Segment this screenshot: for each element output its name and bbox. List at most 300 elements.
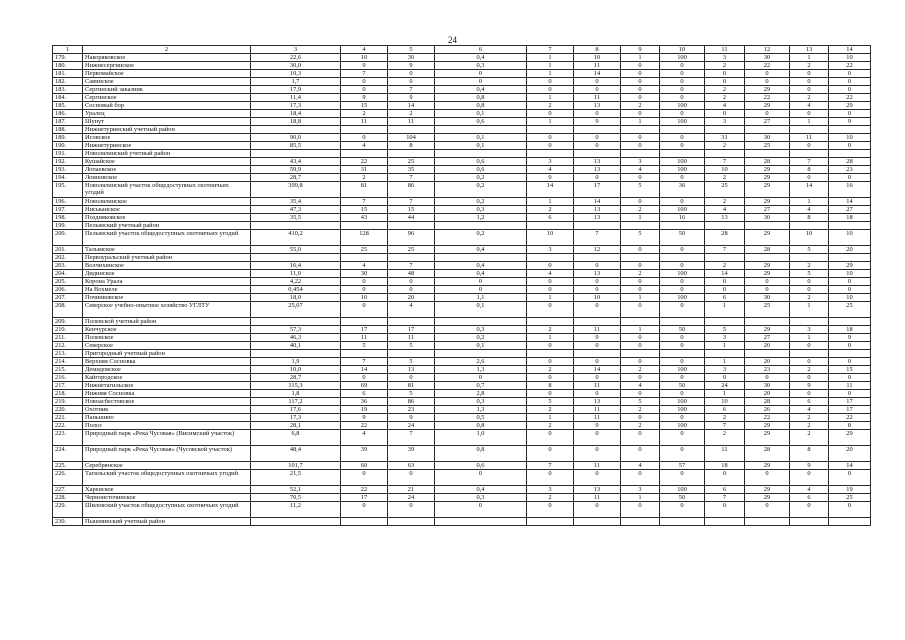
value-cell: 0	[621, 470, 660, 486]
value-cell	[574, 126, 621, 134]
value-cell: 0	[745, 70, 790, 78]
value-cell: 0	[527, 142, 574, 150]
value-cell: 29	[745, 422, 790, 430]
value-cell: 28	[745, 246, 790, 254]
density-cell: 0,1	[435, 134, 527, 142]
value-cell: 7	[388, 86, 435, 94]
value-cell: 0	[621, 374, 660, 382]
value-cell	[574, 318, 621, 326]
table-row	[53, 110, 871, 118]
value-cell: 24	[705, 382, 745, 390]
value-cell: 10	[829, 230, 871, 246]
name-cell: Серебрянское	[83, 462, 251, 470]
value-cell: 0	[790, 110, 829, 118]
value-cell: 0	[527, 374, 574, 382]
value-cell: 0	[660, 262, 705, 270]
value-cell: 2	[621, 366, 660, 374]
value-cell	[745, 254, 790, 262]
name-cell: Кайгородское	[83, 374, 251, 382]
value-cell: 14	[574, 366, 621, 374]
value-cell: 63	[388, 462, 435, 470]
table-row	[53, 134, 871, 142]
density-cell: 0,4	[435, 486, 527, 494]
column-number-header: 1	[53, 46, 83, 54]
density-cell: 0,4	[435, 270, 527, 278]
value-cell: 10	[829, 134, 871, 142]
value-cell: 0	[388, 70, 435, 78]
value-cell: 2	[527, 366, 574, 374]
table-row	[53, 302, 871, 318]
table-header-row	[53, 46, 871, 54]
table-row	[53, 102, 871, 110]
value-cell: 25	[745, 302, 790, 318]
density-cell: 0	[435, 470, 527, 486]
name-cell: Шунут	[83, 118, 251, 126]
value-cell: 44	[388, 214, 435, 222]
value-cell: 25	[341, 246, 388, 254]
value-cell: 3	[705, 334, 745, 342]
row-number-cell: 189.	[53, 134, 83, 142]
value-cell: 10	[829, 270, 871, 278]
value-cell: 21	[388, 486, 435, 494]
density-cell: 0,1	[435, 142, 527, 150]
value-cell: 0	[745, 470, 790, 486]
value-cell	[527, 126, 574, 134]
area-cell: 1,9	[251, 358, 341, 366]
value-cell: 7	[341, 198, 388, 206]
value-cell: 29	[745, 262, 790, 270]
value-cell: 0	[745, 374, 790, 382]
value-cell: 2	[705, 430, 745, 446]
row-number-cell: 208.	[53, 302, 83, 318]
value-cell: 60	[341, 462, 388, 470]
data-table	[52, 45, 871, 526]
row-number-cell: 222.	[53, 422, 83, 430]
value-cell: 6	[705, 406, 745, 414]
value-cell: 0	[660, 174, 705, 182]
name-cell: Северское	[83, 342, 251, 350]
name-cell: Уралец	[83, 110, 251, 118]
value-cell: 43	[341, 214, 388, 222]
density-cell: 0,5	[435, 414, 527, 422]
column-number-header: 12	[745, 46, 790, 54]
density-cell: 0,8	[435, 422, 527, 430]
area-cell: 1,8	[251, 390, 341, 398]
value-cell: 20	[829, 446, 871, 462]
name-cell: Дидинское	[83, 270, 251, 278]
area-cell: 35,5	[251, 214, 341, 222]
table-row	[53, 382, 871, 390]
row-number-cell: 192.	[53, 158, 83, 166]
value-cell: 8	[829, 422, 871, 430]
density-cell: 0	[435, 278, 527, 286]
value-cell: 4	[705, 102, 745, 110]
value-cell: 11	[341, 334, 388, 342]
value-cell: 0	[388, 502, 435, 518]
value-cell: 39	[341, 446, 388, 462]
value-cell	[790, 222, 829, 230]
name-cell: Первоуральский учетный район	[83, 254, 251, 262]
value-cell	[341, 126, 388, 134]
area-cell: 11,2	[251, 502, 341, 518]
value-cell: 0	[388, 374, 435, 382]
area-cell	[251, 318, 341, 326]
name-cell: Нижнетагильское	[83, 382, 251, 390]
value-cell: 0	[388, 286, 435, 294]
value-cell: 13	[574, 206, 621, 214]
value-cell: 23	[829, 166, 871, 174]
value-cell	[527, 254, 574, 262]
value-cell: 0	[660, 358, 705, 366]
name-cell: Северское учебно-опытное хозяйство УГЛТУ	[83, 302, 251, 318]
column-number-header: 5	[388, 46, 435, 54]
value-cell: 9	[829, 118, 871, 126]
value-cell	[527, 518, 574, 526]
value-cell: 16	[660, 214, 705, 222]
value-cell	[705, 318, 745, 326]
value-cell: 2	[621, 102, 660, 110]
value-cell: 3	[705, 118, 745, 126]
value-cell: 13	[388, 366, 435, 374]
value-cell: 0	[705, 470, 745, 486]
value-cell: 17	[829, 398, 871, 406]
value-cell: 0	[829, 110, 871, 118]
name-cell: Пелымский учетный район	[83, 222, 251, 230]
value-cell	[388, 222, 435, 230]
value-cell: 0	[660, 446, 705, 462]
row-number-cell: 223.	[53, 430, 83, 446]
value-cell	[829, 350, 871, 358]
value-cell: 0	[574, 110, 621, 118]
density-cell: 0,1	[435, 302, 527, 318]
value-cell: 15	[388, 206, 435, 214]
name-cell: Сергинское	[83, 94, 251, 102]
value-cell	[621, 126, 660, 134]
area-cell: 30,0	[251, 62, 341, 70]
value-cell: 0	[660, 278, 705, 286]
name-cell: Исовское	[83, 134, 251, 142]
value-cell: 0	[660, 94, 705, 102]
table-row	[53, 278, 871, 286]
value-cell: 0	[829, 390, 871, 398]
density-cell: 0,4	[435, 86, 527, 94]
value-cell: 0	[574, 278, 621, 286]
value-cell: 2	[790, 62, 829, 70]
value-cell: 29	[745, 182, 790, 198]
table-row	[53, 246, 871, 254]
value-cell: 81	[388, 382, 435, 390]
value-cell: 1	[705, 390, 745, 398]
value-cell: 4	[790, 102, 829, 110]
value-cell: 0	[527, 86, 574, 94]
value-cell	[790, 254, 829, 262]
value-cell: 7	[705, 246, 745, 254]
row-number-cell: 210.	[53, 326, 83, 334]
value-cell	[341, 350, 388, 358]
density-cell: 0,3	[435, 398, 527, 406]
value-cell: 24	[388, 422, 435, 430]
value-cell: 16	[829, 182, 871, 198]
value-cell: 0	[574, 78, 621, 86]
value-cell: 28	[829, 158, 871, 166]
value-cell: 36	[660, 182, 705, 198]
table-row	[53, 182, 871, 198]
value-cell: 100	[660, 206, 705, 214]
table-row	[53, 390, 871, 398]
value-cell: 0	[574, 342, 621, 350]
value-cell: 0	[527, 430, 574, 446]
area-cell: 10,3	[251, 70, 341, 78]
value-cell	[574, 350, 621, 358]
value-cell: 0	[660, 198, 705, 206]
value-cell: 8	[388, 142, 435, 150]
value-cell: 2	[705, 262, 745, 270]
value-cell	[621, 318, 660, 326]
density-cell: 0,6	[435, 462, 527, 470]
area-cell: 11,4	[251, 94, 341, 102]
column-number-header: 11	[705, 46, 745, 54]
value-cell: 1	[527, 94, 574, 102]
value-cell: 27	[829, 206, 871, 214]
area-cell: 410,2	[251, 230, 341, 246]
value-cell: 11	[388, 334, 435, 342]
value-cell: 17	[829, 406, 871, 414]
value-cell: 0	[388, 470, 435, 486]
value-cell: 4	[341, 262, 388, 270]
value-cell: 0	[341, 302, 388, 318]
value-cell: 0	[705, 278, 745, 286]
value-cell: 7	[574, 230, 621, 246]
value-cell: 2	[705, 142, 745, 150]
area-cell: 117,2	[251, 398, 341, 406]
value-cell: 0	[621, 142, 660, 150]
density-cell: 2,6	[435, 358, 527, 366]
value-cell: 0	[829, 278, 871, 286]
value-cell: 9	[574, 118, 621, 126]
name-cell: Полоз	[83, 422, 251, 430]
value-cell: 7	[341, 358, 388, 366]
density-cell: 1,1	[435, 294, 527, 302]
value-cell: 0	[621, 286, 660, 294]
value-cell	[574, 518, 621, 526]
value-cell: 0	[829, 78, 871, 86]
density-cell: 1,0	[435, 430, 527, 446]
table-row	[53, 326, 871, 334]
value-cell	[388, 518, 435, 526]
value-cell: 14	[705, 270, 745, 278]
value-cell: 2	[527, 326, 574, 334]
density-cell	[435, 254, 527, 262]
value-cell: 11	[574, 94, 621, 102]
value-cell: 1	[621, 54, 660, 62]
column-number-header: 3	[251, 46, 341, 54]
value-cell: 30	[745, 54, 790, 62]
value-cell: 28	[705, 230, 745, 246]
value-cell: 0	[660, 342, 705, 350]
value-cell: 29	[829, 430, 871, 446]
value-cell: 5	[705, 326, 745, 334]
table-row	[53, 358, 871, 366]
value-cell: 30	[745, 214, 790, 222]
table-row	[53, 486, 871, 494]
value-cell: 0	[660, 78, 705, 86]
value-cell: 0	[621, 390, 660, 398]
value-cell: 6	[705, 486, 745, 494]
value-cell: 0	[621, 62, 660, 70]
name-cell: Верхняя Сосновка	[83, 358, 251, 366]
column-number-header: 4	[341, 46, 388, 54]
name-cell: Охотник	[83, 406, 251, 414]
value-cell: 0	[790, 78, 829, 86]
value-cell: 0	[745, 502, 790, 518]
value-cell: 29	[745, 198, 790, 206]
value-cell	[829, 518, 871, 526]
row-number-cell: 217.	[53, 382, 83, 390]
row-number-cell: 182.	[53, 78, 83, 86]
value-cell	[574, 222, 621, 230]
density-cell: 0,3	[435, 326, 527, 334]
area-cell: 52,1	[251, 486, 341, 494]
density-cell	[435, 318, 527, 326]
value-cell: 1	[527, 414, 574, 422]
table-row	[53, 406, 871, 414]
value-cell	[660, 150, 705, 158]
value-cell: 0	[621, 430, 660, 446]
value-cell: 7	[388, 198, 435, 206]
value-cell: 100	[660, 398, 705, 406]
density-cell: 1,2	[435, 214, 527, 222]
value-cell: 0	[621, 278, 660, 286]
value-cell: 2	[621, 270, 660, 278]
area-cell: 21,5	[251, 470, 341, 486]
value-cell: 29	[745, 494, 790, 502]
value-cell: 0	[660, 374, 705, 382]
name-cell: Нижнетуринское	[83, 142, 251, 150]
density-cell: 0,1	[435, 110, 527, 118]
value-cell	[790, 518, 829, 526]
name-cell: Корона Урала	[83, 278, 251, 286]
table-row	[53, 118, 871, 126]
value-cell: 20	[829, 246, 871, 254]
value-cell: 2	[621, 406, 660, 414]
value-cell: 0	[574, 142, 621, 150]
area-cell: 25,07	[251, 302, 341, 318]
value-cell	[341, 254, 388, 262]
name-cell: Харенское	[83, 486, 251, 494]
value-cell: 0	[829, 342, 871, 350]
value-cell	[705, 126, 745, 134]
name-cell: Первомайское	[83, 70, 251, 78]
density-cell: 0,2	[435, 198, 527, 206]
value-cell	[829, 126, 871, 134]
value-cell: 25	[705, 182, 745, 198]
value-cell: 8	[527, 382, 574, 390]
column-number-header: 2	[83, 46, 251, 54]
value-cell: 11	[574, 62, 621, 70]
value-cell: 14	[574, 70, 621, 78]
table-row	[53, 414, 871, 422]
value-cell: 27	[745, 206, 790, 214]
value-cell: 0	[705, 374, 745, 382]
value-cell	[829, 254, 871, 262]
value-cell: 6	[527, 214, 574, 222]
row-number-cell: 197.	[53, 206, 83, 214]
name-cell: Нижнесергинское	[83, 62, 251, 70]
value-cell: 0	[745, 278, 790, 286]
value-cell: 0	[790, 86, 829, 94]
value-cell: 7	[705, 422, 745, 430]
table-row	[53, 286, 871, 294]
value-cell: 0	[621, 414, 660, 422]
row-number-cell: 230.	[53, 518, 83, 526]
value-cell: 0	[621, 262, 660, 270]
value-cell: 26	[745, 406, 790, 414]
value-cell: 14	[829, 198, 871, 206]
density-cell: 0,2	[435, 174, 527, 182]
name-cell: Пригородный учетный район	[83, 350, 251, 358]
value-cell: 13	[574, 166, 621, 174]
section-header-row	[53, 350, 871, 358]
value-cell: 14	[829, 462, 871, 470]
value-cell: 2	[527, 494, 574, 502]
row-number-cell: 215.	[53, 366, 83, 374]
value-cell: 9	[341, 94, 388, 102]
value-cell: 30	[388, 54, 435, 62]
value-cell: 25	[388, 246, 435, 254]
density-cell: 0,2	[435, 182, 527, 198]
density-cell: 0,2	[435, 334, 527, 342]
value-cell: 14	[790, 182, 829, 198]
value-cell: 2	[341, 110, 388, 118]
table-row	[53, 366, 871, 374]
table-row	[53, 262, 871, 270]
value-cell: 25	[829, 302, 871, 318]
value-cell: 4	[527, 270, 574, 278]
value-cell: 1	[527, 118, 574, 126]
value-cell: 6	[705, 294, 745, 302]
area-cell	[251, 518, 341, 526]
value-cell: 10	[705, 166, 745, 174]
value-cell: 100	[660, 166, 705, 174]
name-cell: Кенчурское	[83, 326, 251, 334]
table-row	[53, 86, 871, 94]
value-cell: 0	[790, 342, 829, 350]
value-cell: 11	[574, 326, 621, 334]
density-cell: 0,8	[435, 94, 527, 102]
value-cell: 0	[660, 430, 705, 446]
value-cell: 0	[341, 134, 388, 142]
value-cell: 57	[660, 462, 705, 470]
row-number-cell: 193.	[53, 166, 83, 174]
value-cell: 0	[790, 174, 829, 182]
value-cell: 4	[790, 406, 829, 414]
row-number-cell: 207.	[53, 294, 83, 302]
value-cell	[621, 254, 660, 262]
row-number-cell: 180.	[53, 62, 83, 70]
value-cell: 3	[621, 486, 660, 494]
value-cell: 50	[660, 326, 705, 334]
area-cell: 0,454	[251, 286, 341, 294]
value-cell: 50	[660, 230, 705, 246]
section-header-row	[53, 318, 871, 326]
value-cell: 20	[745, 390, 790, 398]
value-cell: 13	[574, 486, 621, 494]
value-cell	[829, 222, 871, 230]
section-header-row	[53, 518, 871, 526]
value-cell	[829, 318, 871, 326]
value-cell: 27	[745, 118, 790, 126]
area-cell: 399,8	[251, 182, 341, 198]
